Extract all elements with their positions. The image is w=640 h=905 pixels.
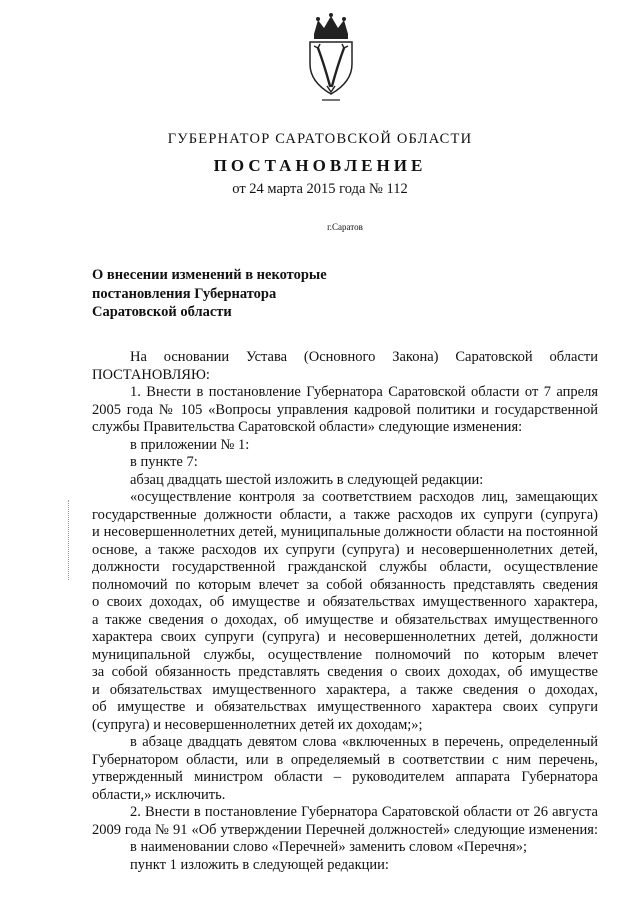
body-line: 2009 года № 91 «Об утверждении Перечней должностей» следующие изменения:: [92, 821, 598, 838]
subject-line: Саратовской области: [92, 304, 232, 320]
body-line: (супруга) и несовершеннолетних детей их доходам;»;: [92, 716, 423, 733]
body-line: 2005 года № 105 «Вопросы управления кадровой политики и государственной: [92, 401, 598, 418]
body-line: государственные должности области, а также расходов их супруги (супруга): [92, 506, 598, 523]
body-line: области,» исключить.: [92, 786, 226, 803]
body-line: в абзаце двадцать девятом слова «включенных в перечень, определенный: [130, 734, 598, 750]
body-line: за собой обязанность представлять сведения о своих доходах, об имуществе: [92, 664, 598, 680]
document-body: [92, 349, 598, 874]
body-line: о своих доходах, об имуществе и обязательствах имущественного характера,: [92, 594, 598, 610]
margin-mark: [68, 500, 71, 580]
body-line: в пункте 7:: [130, 454, 198, 470]
body-line: Губернатором области, или в определяемый в соответствии с ним перечень,: [92, 751, 598, 768]
body-line: а также сведения о доходах, об имуществе и обязательствах имущественного: [92, 611, 598, 628]
body-line: 1. Внести в постановление Губернатора Саратовской области от 7 апреля: [130, 384, 598, 400]
body-line: На основании Устава (Основного Закона) Саратовской области: [130, 349, 598, 365]
body-line: пункт 1 изложить в следующей редакции:: [130, 856, 389, 873]
body-line: об имуществе и обязательствах имущественного характера своих супруги: [92, 699, 598, 715]
saratov-coat-of-arms-icon: [300, 12, 362, 104]
subject-line: постановления Губернатора: [92, 285, 277, 302]
city-label: г.Саратов: [327, 222, 363, 232]
body-line: полномочий по которым влечет за собой обязанность представлять сведения: [92, 576, 598, 593]
subject-line: О внесении изменений в некоторые: [92, 267, 327, 283]
body-line: абзац двадцать шестой изложить в следующей редакции:: [130, 471, 484, 488]
body-line: и несовершеннолетних детей, муниципальные должности области на постоянной: [92, 524, 598, 540]
body-line: 2. Внести в постановление Губернатора Саратовской области от 26 августа: [130, 804, 598, 820]
body-line: ПОСТАНОВЛЯЮ:: [92, 366, 210, 383]
document-date-number: от 24 марта 2015 года № 112: [232, 181, 408, 197]
body-line: в наименовании слово «Перечней» заменить словом «Перечня»;: [130, 839, 527, 855]
body-line: и обязательствах имущественного характера, а также сведения о доходах,: [92, 681, 598, 698]
body-line: в приложении № 1:: [130, 436, 250, 453]
body-line: «осуществление контроля за соответствием расходов лиц, замещающих: [130, 489, 598, 505]
body-line: службы Правительства Саратовской области» следующие изменения:: [92, 419, 523, 435]
document-subject: [92, 266, 412, 322]
document-type: ПОСТАНОВЛЕНИЕ: [213, 156, 427, 175]
body-line: утвержденный министром области – руководителем аппарата Губернатора: [92, 769, 598, 785]
body-line: муниципальной службы, осуществление полномочий по которым влечет: [92, 646, 598, 663]
body-line: должности государственной гражданской службы области, осуществление: [92, 559, 598, 575]
governor-title: ГУБЕРНАТОР САРАТОВСКОЙ ОБЛАСТИ: [167, 131, 473, 147]
body-line: основе, а также расходов их супруги (супруга) и несовершеннолетних детей,: [92, 541, 598, 558]
body-line: характера своих супруги (супруга) и несовершеннолетних детей, должности: [92, 629, 598, 645]
